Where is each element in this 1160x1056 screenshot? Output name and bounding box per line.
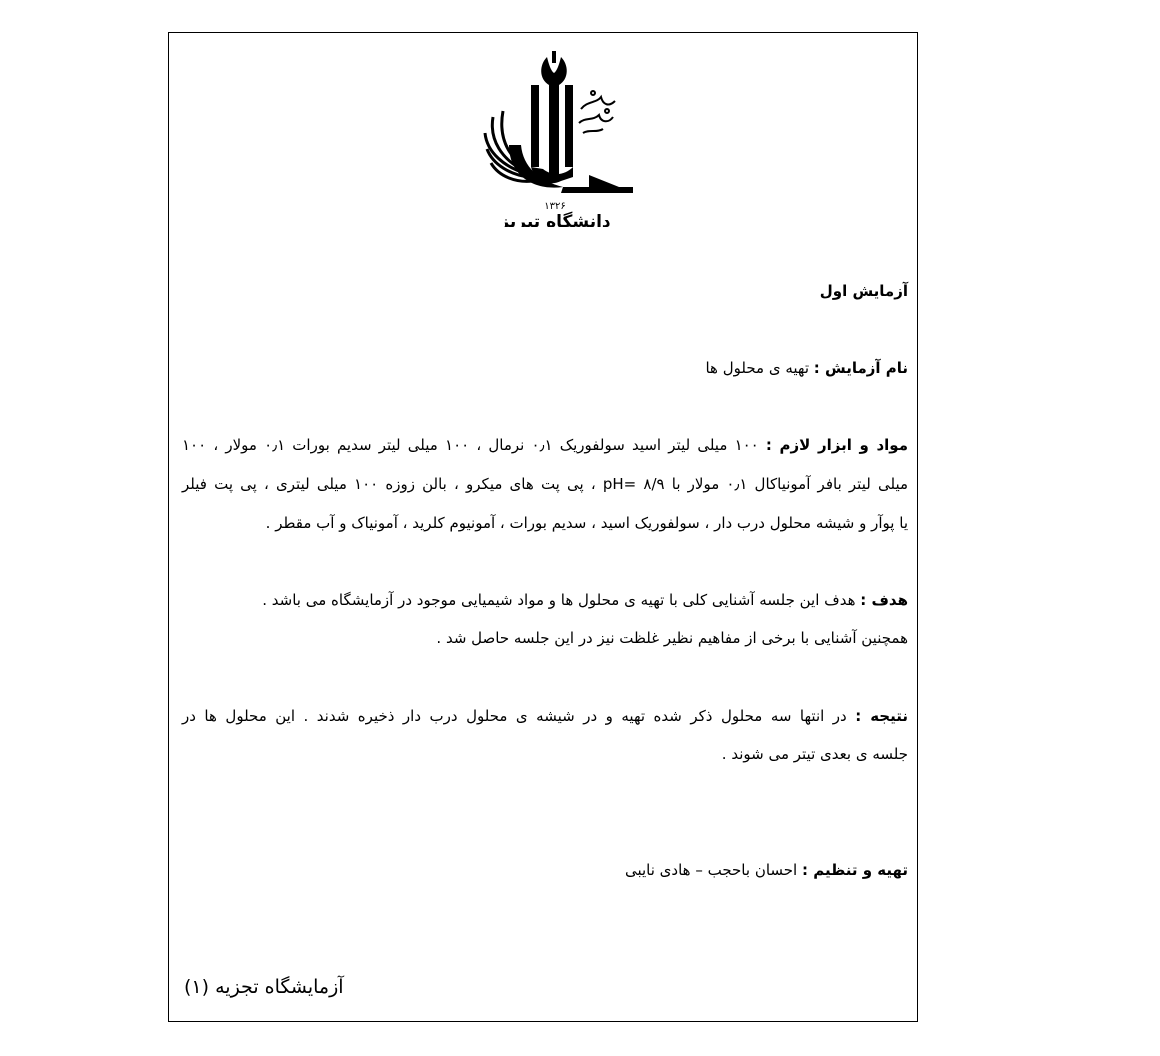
logo-name: دانشگاه تبریز: [499, 212, 611, 227]
experiment-value: تهیه ی محلول ها: [705, 359, 814, 377]
experiment-label: نام آزمایش :: [813, 359, 908, 377]
result-line-1: نتیجه : در انتها سه محلول ذکر شده تهیه و در شیشه ی محلول درب دار ذخیره شدند . این محلول ها در: [182, 707, 908, 725]
materials-line-3: یا پوآر و شیشه محلول درب دار ، سولفوریک اسید ، سدیم بورات ، آمونیوم کلرید ، آمونیاک و آب مقطر .: [265, 514, 908, 532]
university-logo: [469, 49, 641, 227]
prepared-by: [625, 860, 908, 880]
result-line-2: جلسه ی بعدی تیتر می شوند .: [721, 745, 908, 763]
document-page: [168, 32, 918, 1022]
experiment-name: [705, 358, 908, 378]
materials-label: مواد و ابزار لازم :: [765, 436, 908, 454]
logo-year: ۱۳۲۶: [544, 201, 566, 212]
page-title: آزمایش اول: [819, 282, 908, 300]
goal-line-1: هدف : هدف این جلسه آشنایی کلی با تهیه ی محلول ها و مواد شیمیایی موجود در آزمایشگاه می باشد .: [262, 591, 908, 609]
goal-label: هدف :: [860, 591, 908, 609]
goal-line-2: همچنین آشنایی با برخی از مفاهیم نظیر غلظت نیز در این جلسه حاصل شد .: [436, 629, 908, 647]
university-emblem-icon: [469, 49, 641, 227]
prepared-label: تهیه و تنظیم :: [802, 861, 908, 879]
prepared-value: احسان باحجب – هادی نایبی: [624, 861, 802, 879]
materials-line-2: میلی لیتر بافر آمونیاکال ۰٫۱ مولار با pH= ۸/۹ ، پی پت های میکرو ، بالن زوزه ۱۰۰ میلی لیتری ، پی پت فیلر: [182, 475, 909, 493]
materials-line-1: مواد و ابزار لازم : ۱۰۰ میلی لیتر اسید سولفوریک ۰٫۱ نرمال ، ۱۰۰ میلی لیتر سدیم بورات ۰٫۱ مولار ، ۱۰۰: [182, 436, 908, 454]
footer-lab-name: آزمایشگاه تجزیه (۱): [184, 976, 344, 998]
result-label: نتیجه :: [855, 707, 908, 725]
